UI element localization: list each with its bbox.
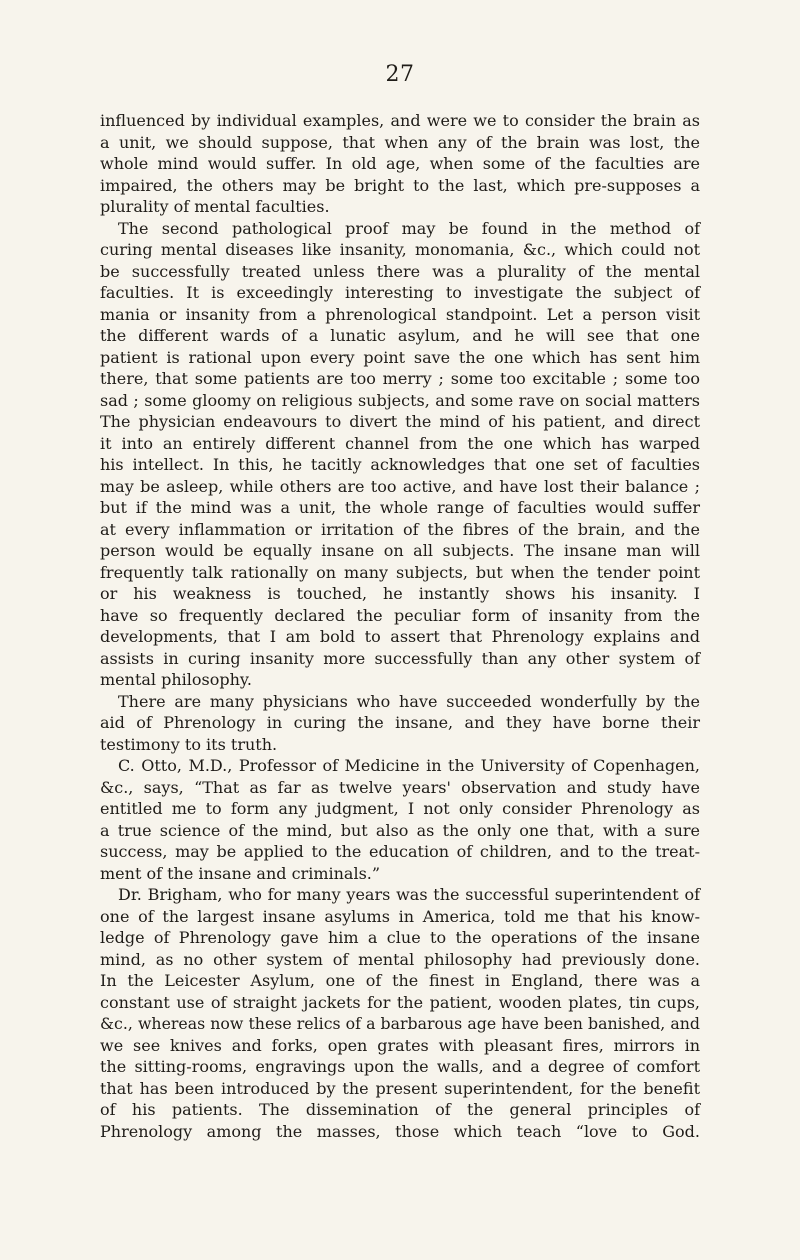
text-line: plurality of mental faculties.	[100, 197, 330, 216]
text-line: &c., whereas now these relics of a barbarous age have been banished, and	[100, 1014, 700, 1033]
text-line: we see knives and forks, open grates with pleasant fires, mirrors in	[100, 1035, 700, 1055]
body-text	[100, 110, 700, 1142]
text-line: or his weakness is touched, he instantly shows his insanity. I	[100, 584, 700, 603]
text-line: The physician endeavours to divert the mind of his patient, and direct	[100, 412, 700, 431]
text-line: the sitting-rooms, engravings upon the walls, and a degree of comfort	[100, 1057, 700, 1076]
text-line: the different wards of a lunatic asylum, and he will see that one	[100, 326, 700, 345]
text-line: success, may be applied to the education of children, and to the treat-	[100, 842, 700, 861]
text-line: ment of the insane and criminals.”	[100, 863, 381, 883]
text-line: person would be equally insane on all subjects. The insane man will	[100, 541, 700, 560]
text-line: curing mental diseases like insanity, monomania, &c., which could not	[100, 240, 700, 259]
page-number: 27	[385, 62, 415, 87]
text-line: a unit, we should suppose, that when any of the brain was lost, the	[100, 132, 700, 152]
text-line: developments, that I am bold to assert that Phrenology explains and	[100, 627, 700, 646]
text-line: patient is rational upon every point save the one which has sent him	[100, 347, 700, 367]
text-line: be successfully treated unless there was a plurality of the mental	[100, 261, 700, 281]
text-line: at every inflammation or irritation of the fibres of the brain, and the	[100, 519, 700, 539]
text-line: may be asleep, while others are too active, and have lost their balance ;	[100, 476, 700, 496]
text-line: whole mind would suffer. In old age, when some of the faculties are	[100, 154, 700, 173]
text-line: that has been introduced by the present superintendent, for the benefit	[100, 1078, 700, 1098]
text-line: constant use of straight jackets for the patient, wooden plates, tin cups,	[100, 992, 700, 1012]
text-line: faculties. It is exceedingly interesting to investigate the subject of	[100, 283, 700, 302]
text-line: There are many physicians who have succeeded wonderfully by the	[118, 691, 700, 711]
text-line: have so frequently declared the peculiar form of insanity from the	[100, 605, 700, 625]
text-line: there, that some patients are too merry ; some too excitable ; some too	[100, 369, 700, 388]
text-line: testimony to its truth.	[100, 734, 278, 754]
text-line: mania or insanity from a phrenological standpoint. Let a person visit	[100, 304, 700, 324]
text-line: a true science of the mind, but also as the only one that, with a sure	[100, 820, 700, 840]
text-line: Dr. Brigham, who for many years was the successful superintendent of	[118, 885, 700, 904]
text-line: of his patients. The dissemination of the general principles of	[100, 1100, 700, 1119]
text-line: mental philosophy.	[100, 670, 252, 689]
text-line: C. Otto, M.D., Professor of Medicine in the University of Copenhagen,	[118, 756, 700, 775]
text-line: but if the mind was a unit, the whole range of faculties would suffer	[100, 498, 700, 517]
text-line: entitled me to form any judgment, I not only consider Phrenology as	[100, 799, 700, 818]
text-line: frequently talk rationally on many subjects, but when the tender point	[100, 562, 700, 582]
text-line: influenced by individual examples, and were we to consider the brain as	[100, 111, 700, 130]
text-line: aid of Phrenology in curing the insane, and they have borne their	[100, 713, 700, 732]
text-line: sad ; some gloomy on religious subjects, and some rave on social matters	[100, 390, 700, 410]
text-line: &c., says, “That as far as twelve years' observation and study have	[100, 777, 700, 797]
text-line: The second pathological proof may be found in the method of	[118, 218, 700, 238]
text-line: assists in curing insanity more successfully than any other system of	[100, 648, 700, 668]
text-line: it into an entirely different channel from the one which has warped	[100, 433, 700, 453]
text-line: Phrenology among the masses, those which teach “love to God.	[100, 1121, 700, 1141]
text-line: ledge of Phrenology gave him a clue to the operations of the insane	[100, 928, 700, 947]
text-line: In the Leicester Asylum, one of the finest in England, there was a	[100, 971, 700, 990]
text-line: impaired, the others may be bright to the last, which pre-supposes a	[100, 175, 700, 195]
text-line: one of the largest insane asylums in America, told me that his know-	[100, 906, 700, 926]
text-line: his intellect. In this, he tacitly acknowledges that one set of faculties	[100, 455, 700, 474]
text-line: mind, as no other system of mental philosophy had previously done.	[100, 949, 700, 969]
